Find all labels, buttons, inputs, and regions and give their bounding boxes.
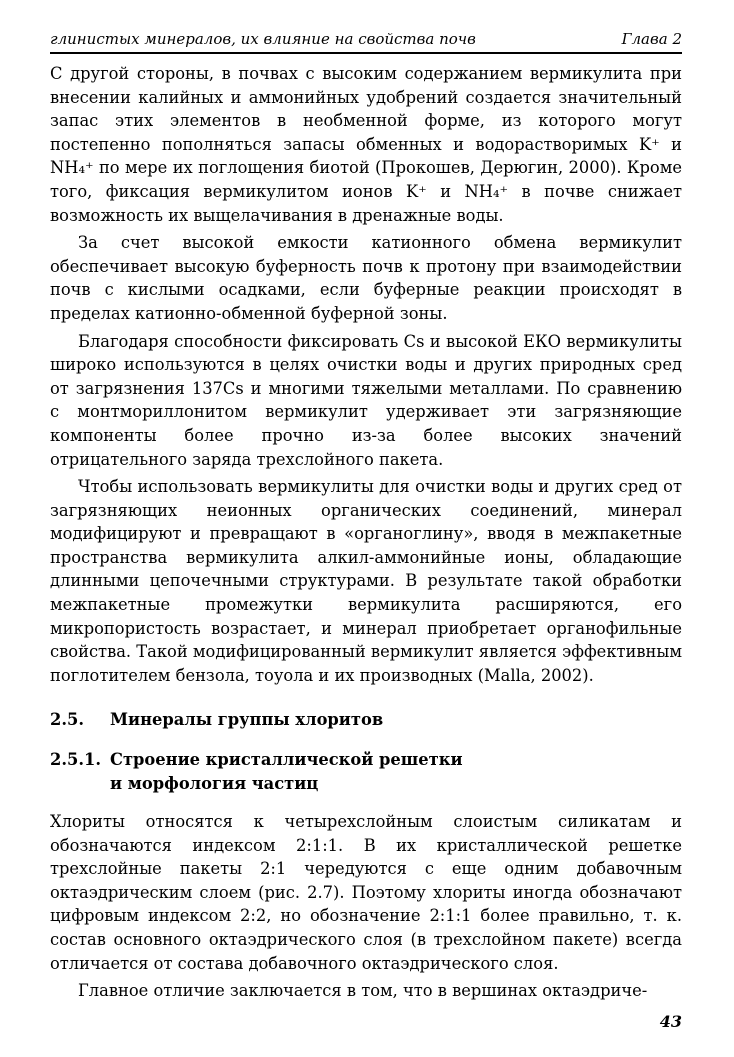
page-number: 43 (659, 1012, 682, 1031)
body-text-bottom (50, 810, 682, 1003)
running-header (50, 30, 682, 52)
paragraph-3: Благодаря способности фиксировать Cs и высокой ЕКО вермикулиты широко используются в целях очистки воды и других природных сред от загрязнения 137Cs и многими тяжелыми металлами. По сравнению с монтмориллонитом вермикулит удерживает эти загрязняющие компоненты более прочно из-за более высоких значений отрицательного заряда трехслойного пакета. (50, 331, 682, 469)
paragraph-5: Хлориты относятся к четырехслойным слоистым силикатам и обозначаются индексом 2:1:1. В их кристаллической решетке трехслойные пакеты 2:1 чередуются с еще одним добавочным октаэдрическим слоем (рис. 2.7). Поэтому хлориты иногда обозначают цифровым индексом 2:2, но обозначение 2:1:1 более правильно, т. к. состав основного октаэдрического слоя (в трехслойном пакете) всегда отличается от состава добавочного октаэдрического слоя. (50, 812, 682, 973)
subsection-heading (50, 748, 463, 796)
subsection-title-line2: и морфология частиц (110, 774, 319, 793)
section-title: Минералы группы хлоритов (110, 710, 384, 729)
paragraph-6: Главное отличие заключается в том, что в вершинах октаэдриче- (78, 981, 648, 1001)
subsection-title-line1: Строение кристаллической решетки (110, 750, 463, 769)
header-rule (50, 52, 682, 54)
section-heading (50, 710, 383, 729)
body-text-top (50, 62, 682, 687)
running-header-chapter: Глава 2 (621, 30, 682, 48)
paragraph-4: Чтобы использовать вермикулиты для очистки воды и других сред от загрязняющих неионных органических соединений, минерал модифицируют и превращают в «органоглину», вводя в межпакетные пространства вермикулита алкил-аммонийные ионы, обладающие длинными цепочечными структурами. В результате такой обработки межпакетные промежутки вермикулита расширяются, его микропористость возрастает, и минерал приобретает органофильные свойства. Такой модифицированный вермикулит является эффективным поглотителем бензола, тоуола и их производных (Malla, 2002). (50, 477, 682, 685)
paragraph-2: За счет высокой емкости катионного обмена вермикулит обеспечивает высокую буферность почв к протону при взаимодействии почв с кислыми осадками, если буферные реакции происходят в пределах катионно-обменной буферной зоны. (50, 233, 682, 323)
section-number: 2.5. (50, 710, 84, 729)
paragraph-1: С другой стороны, в почвах с высоким содержанием вермикулита при внесении калийных и аммонийных удобрений создается значительный запас этих элементов в необменной форме, из которого могут постепенно пополняться запасы обменных и водорастворимых K⁺ и NH₄⁺ по мере их поглощения биотой (Прокошев, Дерюгин, 2000). Кроме того, фиксация вермикулитом ионов K⁺ и NH₄⁺ в почве снижает возможность их выщелачивания в дренажные воды. (50, 64, 682, 225)
subsection-number: 2.5.1. (50, 750, 101, 769)
running-header-title: глинистых минералов, их влияние на свойства почв (50, 30, 476, 48)
